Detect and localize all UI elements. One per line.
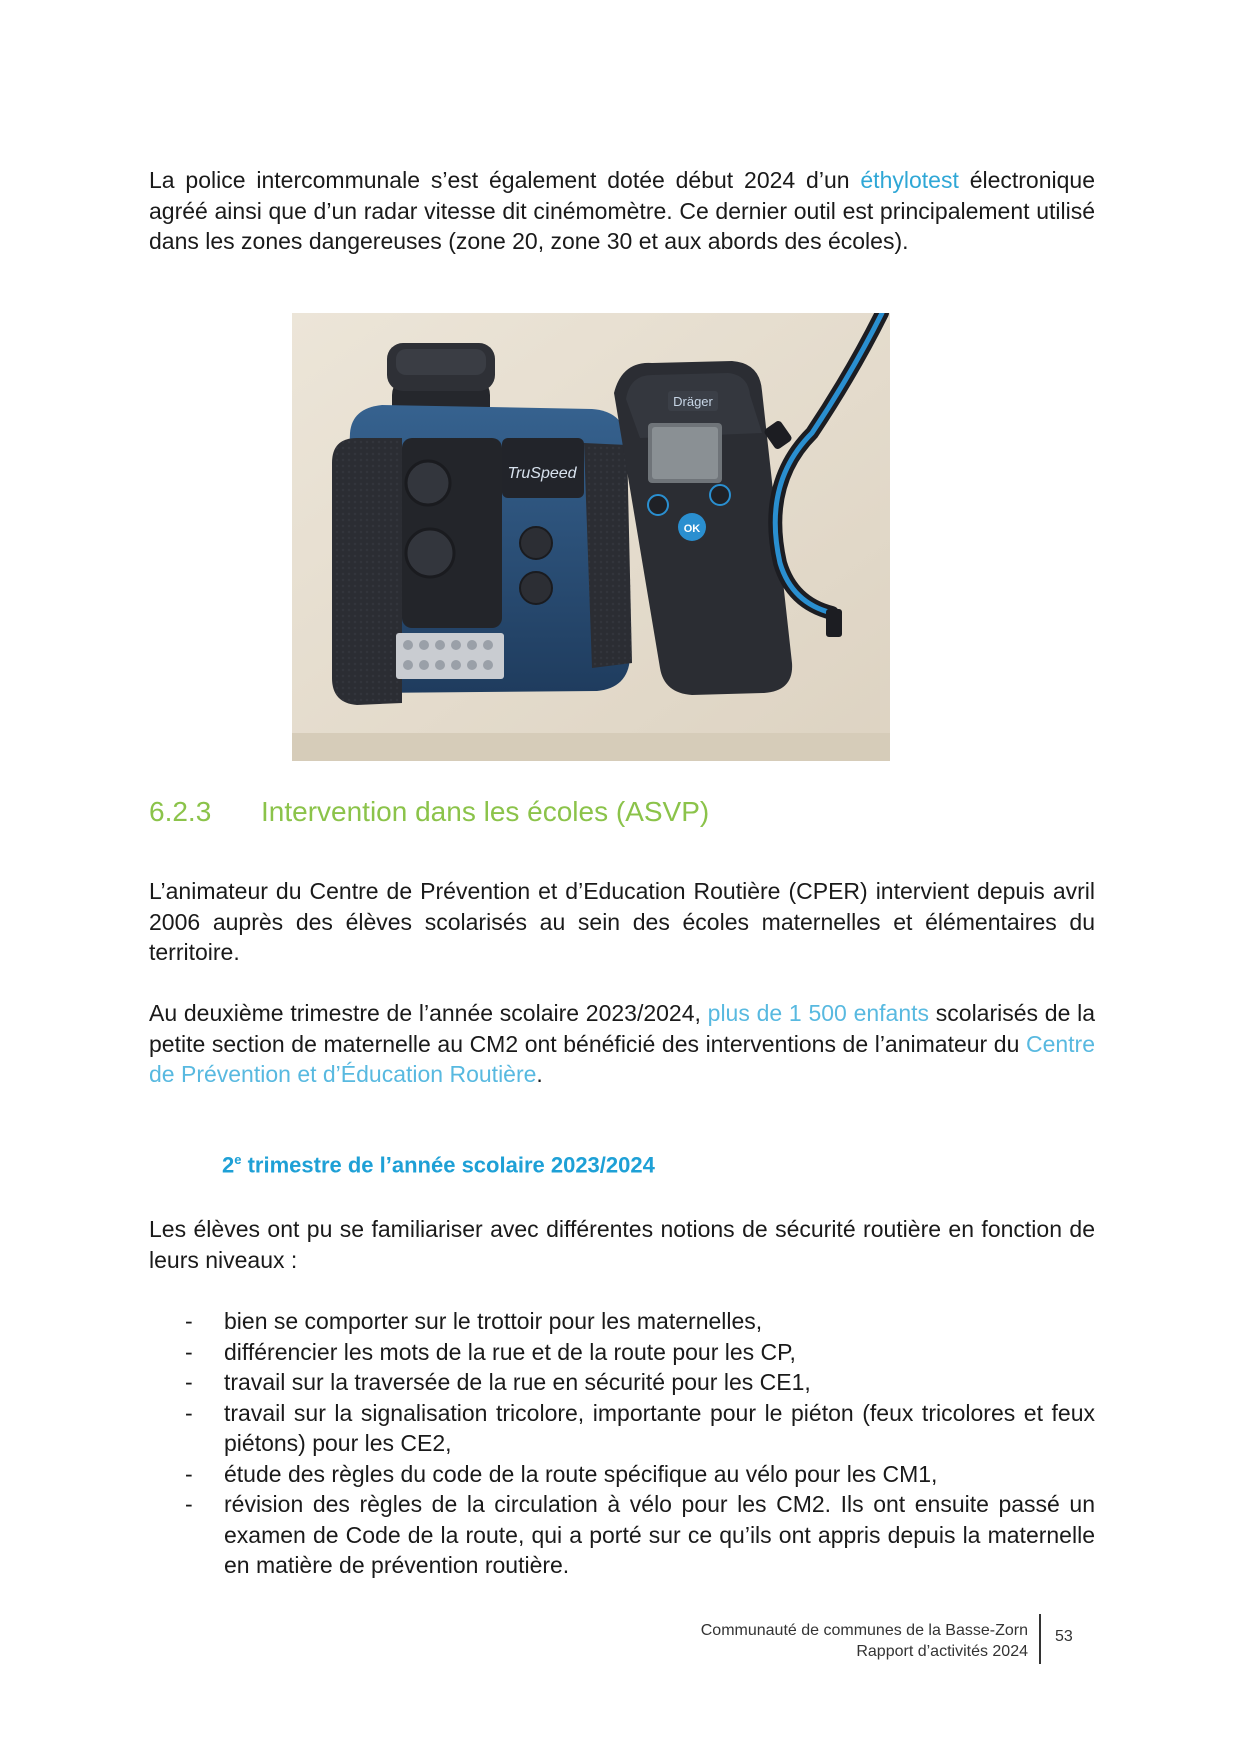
trimester-text-start: Au deuxième trimestre de l’année scolaire 2023/2024, — [149, 1000, 708, 1026]
trimester-subheading — [222, 1152, 655, 1178]
ethylotest-link[interactable]: éthylotest — [860, 167, 959, 193]
list-item-text: étude des règles du code de la route spécifique au vélo pour les CM1, — [224, 1460, 938, 1487]
footer-organization: Communauté de communes de la Basse-Zorn — [700, 1622, 1028, 1639]
subheading-superscript: e — [234, 1152, 242, 1167]
list-marker: - — [185, 1338, 193, 1365]
cper-paragraph: L’animateur du Centre de Prévention et d’Education Routière (CPER) intervient depuis avril 2006 auprès des élèves scolarisés au sein des écoles maternelles et élémentaires du territoire. — [149, 878, 1095, 965]
footer-text — [701, 1620, 1028, 1662]
intro-text-start: La police intercommunale s’est également dotée début 2024 d’un — [149, 167, 861, 193]
speed-gun-brand: TruSpeed — [507, 465, 577, 482]
intro-paragraph — [149, 165, 1095, 257]
list-marker: - — [185, 1308, 193, 1334]
subheading-number: 2 — [222, 1152, 235, 1178]
list-item — [149, 1489, 1095, 1581]
list-item — [149, 1398, 1095, 1459]
list-marker: - — [185, 1369, 193, 1395]
intro-text-end: électronique agréé ainsi que d’un radar vitesse dit cinémomètre. Ce dernier outil est principalement utilisé dans les zones dangereuses (zone 20, zone 30 et aux abords des écoles). — [149, 167, 1095, 254]
breathalyzer-brand: Dräger — [673, 394, 713, 409]
list-item — [149, 1367, 1095, 1398]
footer-divider — [1039, 1614, 1041, 1664]
list-item-text: travail sur la traversée de la rue en sécurité pour les CE1, — [224, 1369, 811, 1395]
notions-paragraph: Les élèves ont pu se familiariser avec différentes notions de sécurité routière en fonction de leurs niveaux : — [149, 1216, 1095, 1273]
list-item-text: bien se comporter sur le trottoir pour les maternelles, — [224, 1308, 763, 1334]
list-item — [149, 1459, 1095, 1490]
list-item — [149, 1306, 1095, 1337]
cper-link[interactable]: Centre de Prévention et d’Éducation Routière — [149, 1030, 1095, 1087]
section-title: Intervention dans les écoles (ASVP) — [261, 796, 710, 827]
subheading-text: trimestre de l’année scolaire 2023/2024 — [241, 1152, 655, 1178]
list-item-text: révision des règles de la circulation à vélo pour les CM2. Ils ont ensuite passé un examen de Code de la route, qui a porté sur ce qu’ils ont appris depuis la maternelle en matière de prévention routière. — [224, 1491, 1095, 1578]
list-item — [149, 1337, 1095, 1368]
notions-list — [149, 1306, 1095, 1581]
list-marker: - — [185, 1460, 193, 1487]
children-count-highlight: plus de 1 500 enfants — [707, 1000, 930, 1026]
list-marker: - — [185, 1399, 193, 1426]
trimester-text-middle: scolarisés de la petite section de maternelle au CM2 ont bénéficié des interventions de l’animateur du — [149, 1000, 1096, 1057]
page-number: 53 — [1055, 1628, 1073, 1645]
breathalyzer-ok-button: OK — [683, 523, 701, 535]
trimester-text-end: . — [536, 1061, 543, 1087]
section-heading — [149, 796, 709, 828]
page-footer — [0, 1614, 1240, 1664]
equipment-illustration — [292, 313, 890, 761]
footer-report-title: Rapport d’activités 2024 — [856, 1643, 1028, 1660]
equipment-photo — [292, 313, 890, 761]
list-item-text: travail sur la signalisation tricolore, importante pour le piéton (feux tricolores et feux piétons) pour les CE2, — [224, 1399, 1095, 1456]
list-marker: - — [185, 1491, 193, 1517]
section-number: 6.2.3 — [149, 796, 212, 827]
trimester-paragraph — [149, 998, 1095, 1090]
list-item-text: différencier les mots de la rue et de la route pour les CP, — [224, 1338, 796, 1365]
